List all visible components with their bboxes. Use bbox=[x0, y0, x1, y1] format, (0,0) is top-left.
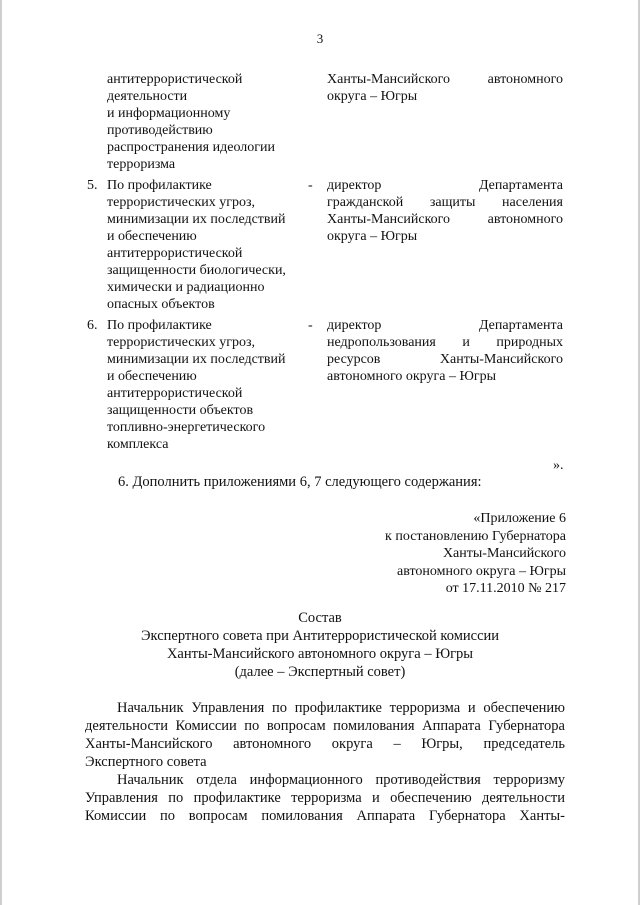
row-dash: - bbox=[308, 178, 313, 193]
row-task bbox=[107, 71, 307, 173]
row-task bbox=[107, 177, 307, 313]
heading-line: (далее – Экспертный совет) bbox=[234, 664, 406, 680]
heading-line: Состав bbox=[298, 610, 342, 626]
row-responsible bbox=[327, 177, 563, 245]
task-line: защищенности биологически, bbox=[107, 263, 286, 278]
row-number: 5. bbox=[87, 178, 98, 193]
resp-line: Ханты-Мансийского автономного bbox=[327, 72, 563, 87]
body-line: Комиссии по вопросам помилования Аппарата Губернатора Ханты- bbox=[85, 808, 565, 824]
task-line: противодействию bbox=[107, 123, 213, 138]
task-line: антитеррористической bbox=[107, 386, 243, 401]
appendix-line: автономного округа – Югры bbox=[397, 563, 566, 579]
heading-line: Ханты-Мансийского автономного округа – Югры bbox=[166, 646, 474, 662]
resp-line: директор Департамента bbox=[327, 318, 563, 333]
resp-line: Ханты-Мансийского автономного bbox=[327, 212, 563, 227]
member-entry bbox=[85, 699, 565, 771]
scan-left-edge bbox=[0, 0, 2, 905]
task-line: топливно-энергетического bbox=[107, 420, 266, 435]
body-line: Экспертного совета bbox=[85, 754, 207, 770]
resp-line: округа – Югры bbox=[327, 89, 418, 104]
row-responsible bbox=[327, 71, 563, 105]
body-line: Начальник Управления по профилактике терроризма и обеспечению bbox=[117, 700, 565, 716]
appendix-line: Ханты-Мансийского bbox=[442, 546, 566, 561]
resp-line: недропользования и природных bbox=[327, 335, 563, 350]
appendix-line: к постановлению Губернатора bbox=[385, 528, 566, 544]
row-responsible bbox=[327, 317, 563, 385]
task-line: деятельности bbox=[107, 89, 188, 104]
task-line: комплекса bbox=[107, 437, 169, 452]
body-line: Начальник отдела информационного противодействия терроризму bbox=[117, 772, 565, 788]
row-dash: - bbox=[308, 318, 313, 333]
row-number: 6. bbox=[87, 318, 98, 333]
task-line: По профилактике bbox=[107, 318, 212, 333]
task-line: химически и радиационно bbox=[107, 280, 265, 295]
closing-quote: ». bbox=[553, 458, 564, 473]
task-line: антитеррористической bbox=[107, 246, 243, 261]
resp-line: округа – Югры bbox=[327, 229, 418, 244]
resp-line: директор Департамента bbox=[327, 178, 563, 193]
heading-line: Экспертного совета при Антитеррористической комиссии bbox=[140, 628, 500, 644]
task-line: минимизации их последствий bbox=[107, 212, 286, 227]
appendix-header bbox=[385, 510, 566, 598]
resp-line: ресурсов Ханты-Мансийского bbox=[327, 352, 563, 367]
appendix-line: «Приложение 6 bbox=[473, 511, 566, 526]
member-entry bbox=[85, 771, 565, 825]
amendment-paragraph: 6. Дополнить приложениями 6, 7 следующего содержания: bbox=[118, 474, 482, 490]
task-line: и информационному bbox=[107, 106, 231, 121]
composition-heading bbox=[0, 609, 640, 681]
task-line: антитеррористической bbox=[107, 72, 243, 87]
appendix-line: от 17.11.2010 № 217 bbox=[445, 581, 566, 596]
body-line: деятельности Комиссии по вопросам помилования Аппарата Губернатора bbox=[85, 718, 565, 734]
body-line: Ханты-Мансийского автономного округа – Югры, председатель bbox=[85, 736, 565, 752]
task-line: терроризма bbox=[107, 157, 176, 172]
task-line: минимизации их последствий bbox=[107, 352, 286, 367]
task-line: и обеспечению bbox=[107, 229, 197, 244]
resp-line: гражданской защиты населения bbox=[327, 195, 563, 210]
row-task bbox=[107, 317, 307, 453]
task-line: По профилактике bbox=[107, 178, 212, 193]
task-line: опасных объектов bbox=[107, 297, 215, 312]
task-line: и обеспечению bbox=[107, 369, 197, 384]
task-line: террористических угроз, bbox=[107, 195, 256, 210]
resp-line: автономного округа – Югры bbox=[327, 369, 496, 384]
task-line: защищенности объектов bbox=[107, 403, 254, 418]
page-number: 3 bbox=[316, 31, 324, 46]
task-line: распространения идеологии bbox=[107, 140, 275, 155]
body-line: Управления по профилактике терроризма и обеспечению деятельности bbox=[85, 790, 565, 806]
task-line: террористических угроз, bbox=[107, 335, 256, 350]
